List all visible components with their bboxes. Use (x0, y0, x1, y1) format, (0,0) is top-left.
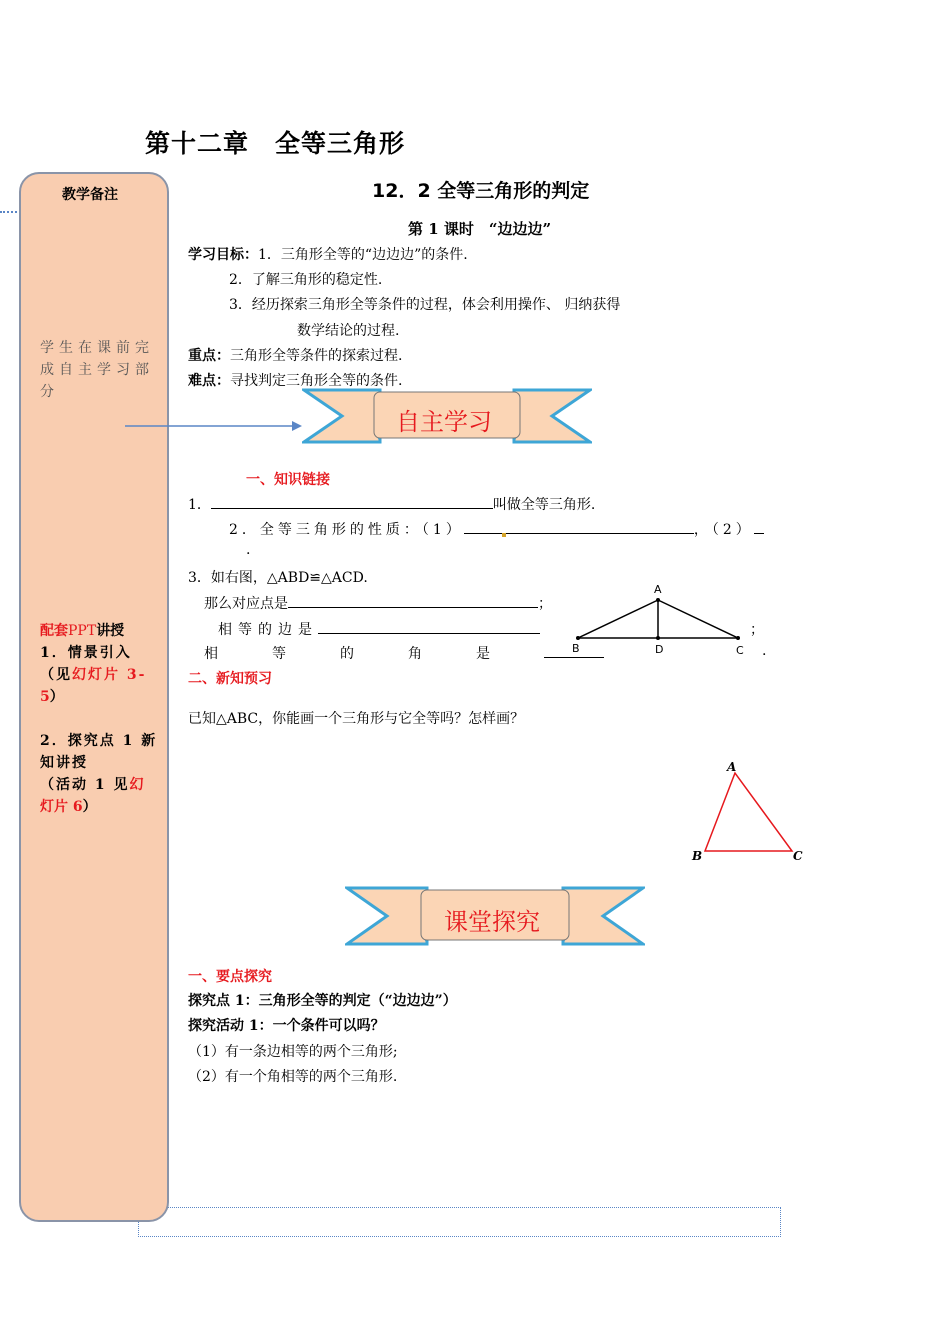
item2-link-b: 灯片 6 (40, 799, 83, 815)
item1-link-b: 5 (40, 689, 50, 705)
new-knowledge-heading: 二、新知预习 (188, 671, 272, 687)
learning-goals (188, 244, 468, 264)
ppt-prefix: 配套 (40, 623, 68, 639)
question-1 (188, 494, 595, 514)
explore-item-2: （2）有一个角相等的两个三角形. (188, 1069, 398, 1085)
fig2-label-a: A (727, 760, 737, 774)
fig1-label-d: D (655, 643, 664, 656)
fig1-label-a: A (654, 583, 662, 596)
fig2-label-b: B (692, 849, 703, 863)
q3a-blank (288, 593, 538, 608)
q3-corresponding-points (204, 593, 552, 613)
q3-equal-angles-2: 等 (272, 646, 286, 662)
dotted-frame-bottom (138, 1207, 781, 1237)
q3-equal-angles-5: 是 (476, 646, 490, 662)
sidebar-item2-title-a: 2．探究点 1 新 (40, 733, 158, 749)
q3c-period: . (762, 643, 767, 659)
explore-point-1: 探究点 1：三角形全等的判定（“边边边”） (188, 993, 457, 1009)
arrow-icon (120, 418, 310, 434)
q3-equal-angles-4: 角 (408, 646, 422, 662)
question-2 (229, 519, 764, 539)
q1-blank (211, 494, 493, 509)
explore-item-1: （1）有一条边相等的两个三角形; (188, 1044, 398, 1060)
goal-2: 2．了解三角形的稳定性. (229, 272, 383, 288)
small-mark (502, 533, 506, 537)
q3-equal-angles-3: 的 (340, 646, 354, 662)
lesson-title: 第 1 课时 “边边边” (408, 220, 552, 238)
q3-equal-sides (218, 619, 540, 639)
q3a-semi: ； (538, 596, 552, 612)
sidebar-item2-ref2 (40, 796, 97, 818)
banner2-label: 课堂探究 (444, 908, 540, 936)
sidebar-item2-title-b: 知讲授 (40, 755, 88, 771)
difficulty-text: 寻找判定三角形全等的条件. (230, 373, 403, 389)
fig1-label-b: B (572, 642, 580, 655)
explore-activity-1: 探究活动 1：一个条件可以吗？ (188, 1018, 385, 1034)
sidebar-item1-ref (40, 664, 146, 686)
sidebar-note-line: 成自主学习部 (40, 362, 154, 378)
sidebar-item1-ref2 (40, 686, 64, 708)
q3b-blank (318, 619, 540, 634)
key-text: 三角形全等条件的探索过程. (230, 348, 403, 364)
banner1-label: 自主学习 (396, 408, 492, 436)
sidebar-title: 教学备注 (62, 187, 118, 203)
item2-close: ） (82, 799, 97, 815)
sidebar-note (40, 337, 154, 403)
item1-open: （见 (40, 667, 72, 683)
q3-equal-angles-1: 相 (204, 646, 218, 662)
sidebar-item2-ref (40, 774, 146, 796)
ppt-label: PPT (68, 623, 97, 639)
q2-mid: ，（2） (693, 522, 754, 538)
sidebar-note-line: 学生在课前完 (40, 340, 154, 356)
item1-close: ） (49, 689, 64, 705)
knowledge-link-heading: 一、知识链接 (246, 472, 330, 488)
triangle-abc-figure (690, 760, 810, 870)
preview-question: 已知△ABC，你能画一个三角形与它全等吗？怎样画？ (188, 711, 525, 727)
q3a-text: 那么对应点是 (204, 596, 288, 612)
goal-3-cont: 数学结论的过程. (297, 323, 400, 339)
sidebar-ppt (40, 620, 124, 642)
goals-label: 学习目标： (188, 247, 258, 263)
q1-text: 叫做全等三角形. (492, 497, 596, 513)
ppt-suffix: 讲授 (96, 623, 125, 639)
item1-link-a: 幻灯片 3- (72, 667, 147, 683)
q2-blank-1 (464, 519, 694, 534)
key-explore-heading: 一、要点探究 (188, 969, 272, 985)
key-label: 重点： (188, 348, 230, 364)
sidebar-item1-title: 1．情景引入 (40, 645, 132, 661)
q2-end: . (246, 542, 251, 558)
q3b-semi: ； (750, 622, 764, 638)
section-title: 12．2 全等三角形的判定 (372, 180, 590, 202)
sidebar-note-line: 分 (40, 384, 59, 400)
goal-1: 1．三角形全等的“边边边”的条件. (258, 247, 468, 263)
q3b-text: 相等的边是 (218, 622, 318, 638)
fig1-label-c: C (736, 644, 744, 657)
item2-open: （活动 1 见 (40, 777, 130, 793)
chapter-title: 第十二章 全等三角形 (145, 129, 406, 158)
key-point (188, 345, 402, 365)
q1-number: 1． (188, 497, 211, 513)
goal-3: 3．经历探索三角形全等条件的过程，体会利用操作、 归纳获得 (229, 297, 621, 313)
difficulty-label: 难点： (188, 373, 230, 389)
q2-blank-2 (754, 519, 764, 534)
question-3: 3．如右图，△ABD≌△ACD. (188, 570, 368, 586)
item2-link-a: 幻 (129, 777, 146, 793)
fig2-label-c: C (793, 849, 803, 863)
q2-text: 2．全等三角形的性质：（1） (229, 522, 464, 538)
